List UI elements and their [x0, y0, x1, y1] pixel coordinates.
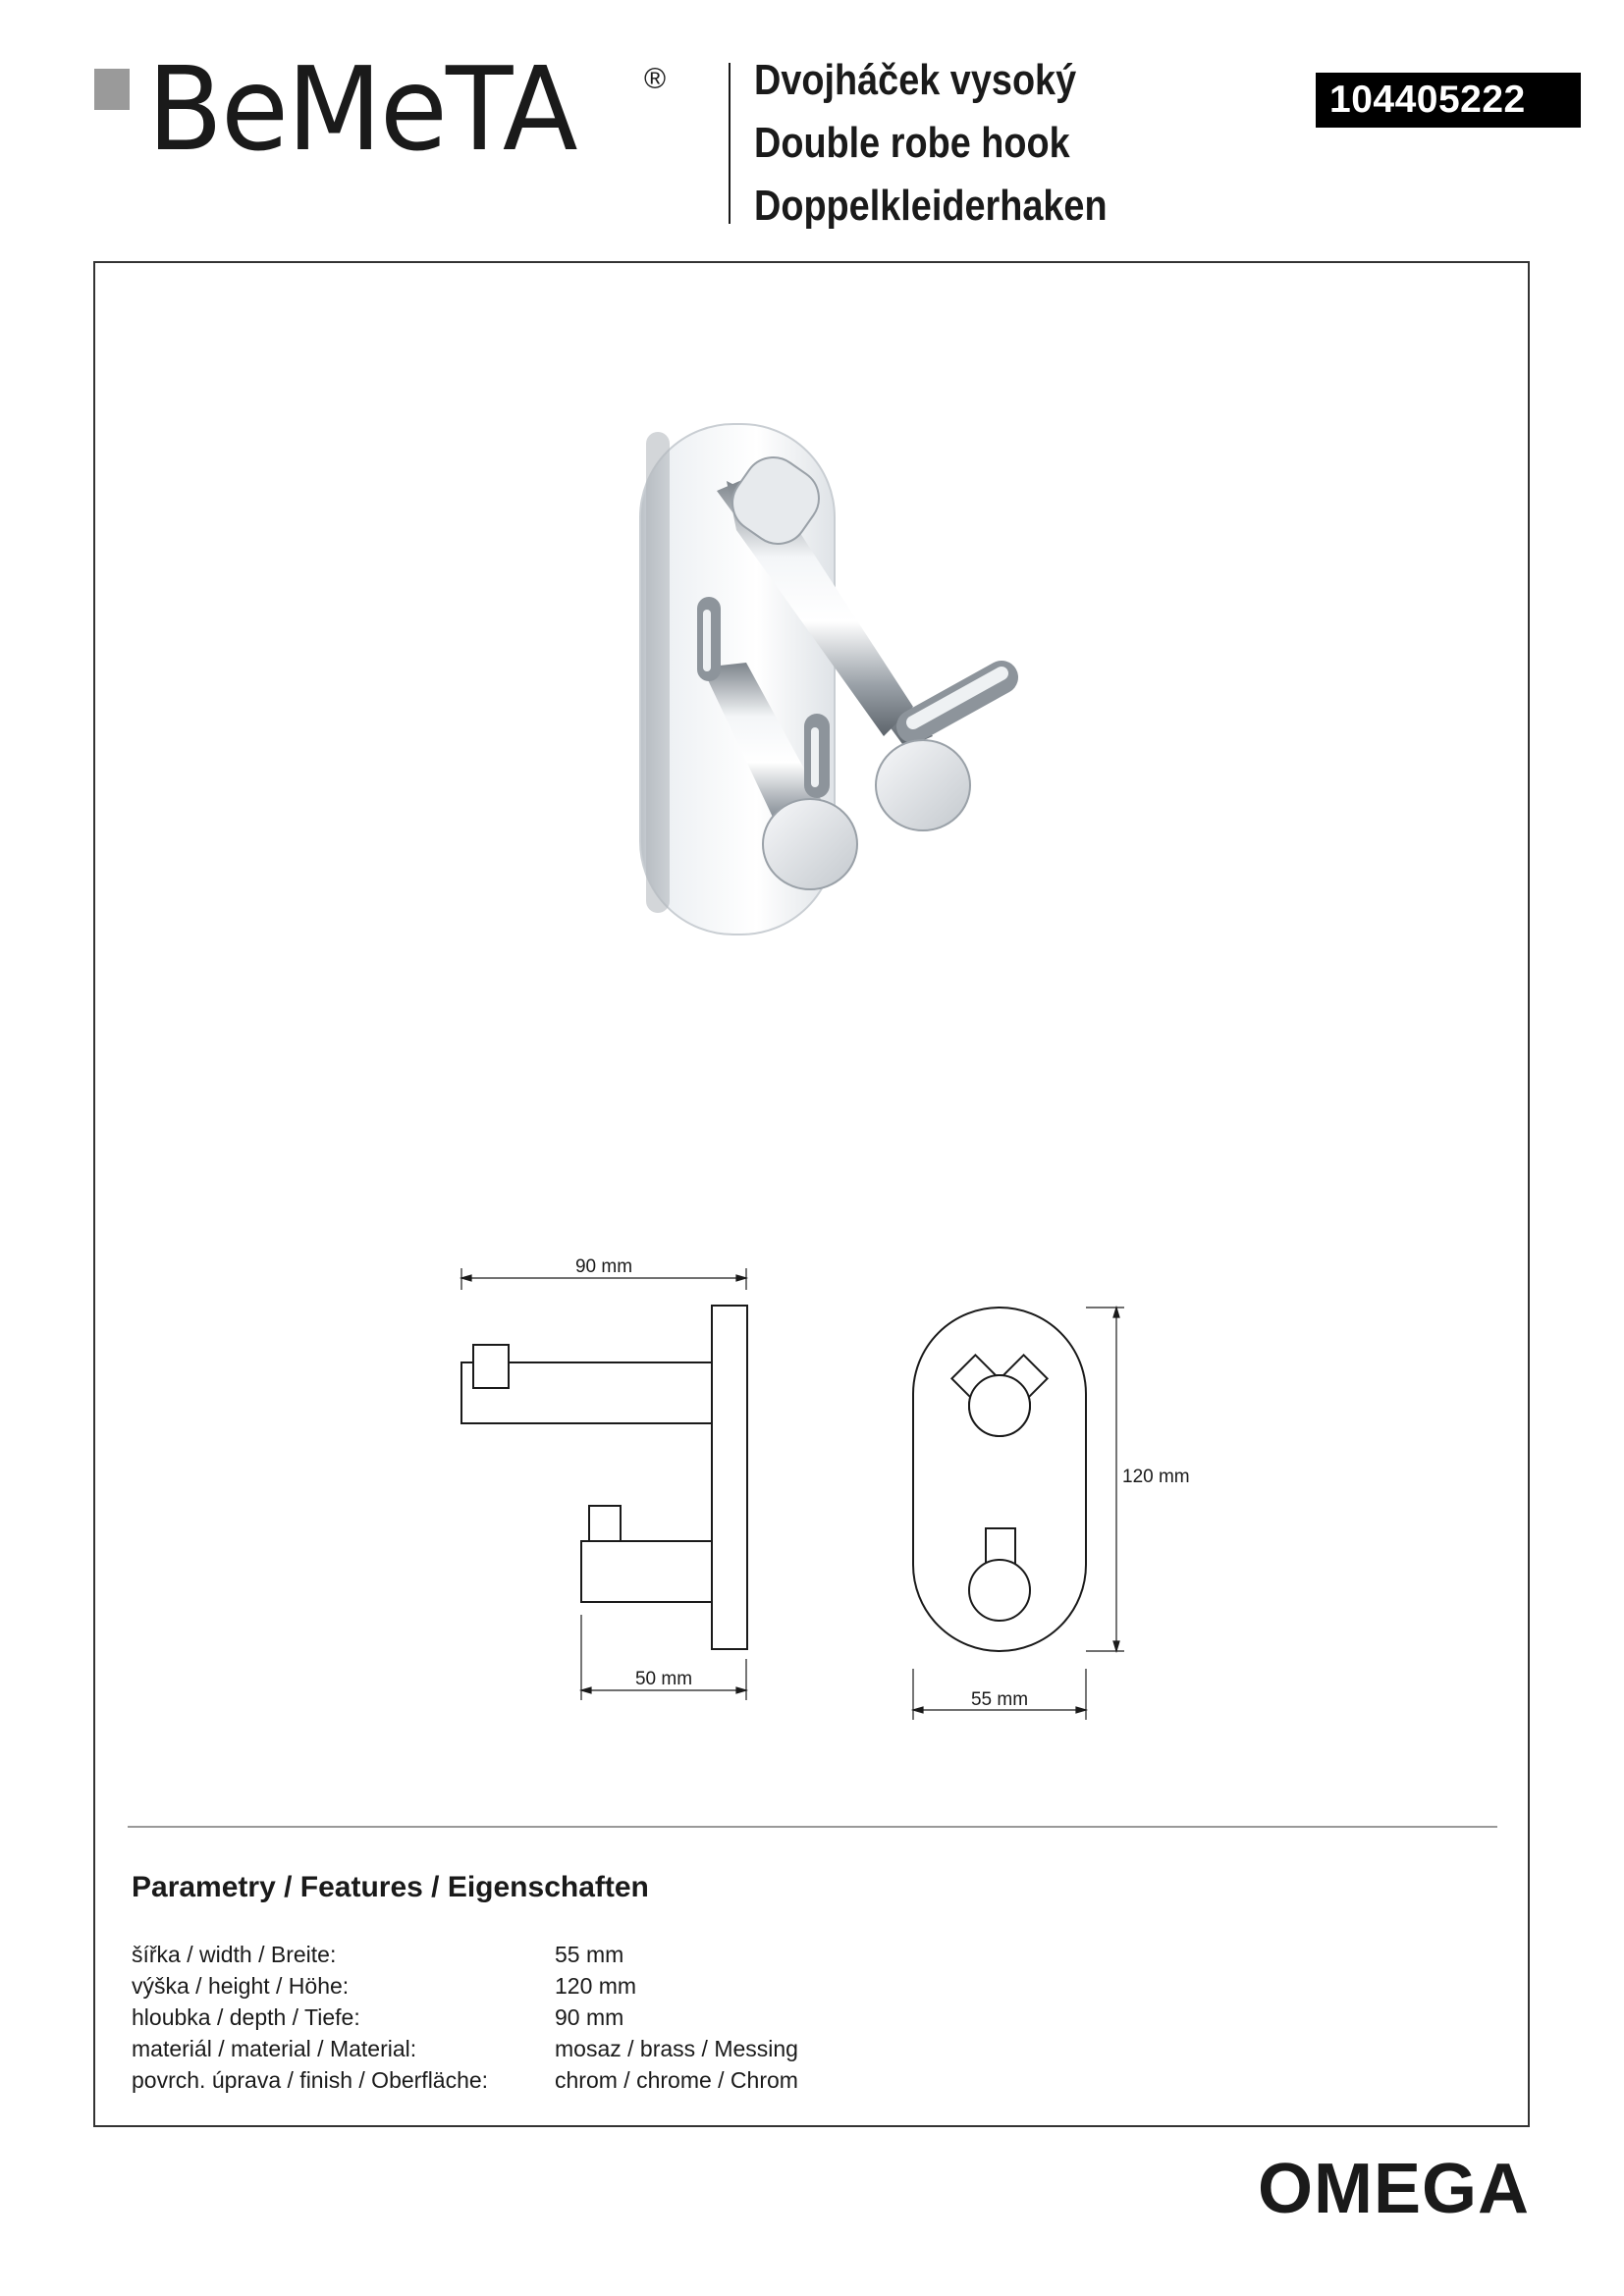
- dim-width-label: 55 mm: [970, 1689, 1029, 1710]
- dim-lower-hook-label: 50 mm: [634, 1669, 693, 1689]
- front-view: [913, 1308, 1086, 1651]
- feature-value-height: 120 mm: [555, 1973, 637, 1999]
- technical-drawing: [432, 1247, 1257, 1737]
- logo-square: [94, 69, 130, 110]
- feature-row: [132, 1939, 1113, 1970]
- feature-row: [132, 2002, 1113, 2033]
- dimension-lines: [461, 1268, 1124, 1720]
- feature-value-depth: 90 mm: [555, 2004, 624, 2030]
- side-view: [461, 1306, 747, 1649]
- feature-label-depth: hloubka / depth / Tiefe:: [132, 2004, 360, 2030]
- product-photo: [589, 412, 1178, 982]
- feature-row: [132, 2033, 1113, 2064]
- feature-label-material: materiál / material / Material:: [132, 2036, 417, 2061]
- header-separator: [729, 63, 731, 224]
- title-german: Doppelkleiderhaken: [754, 182, 1108, 230]
- feature-value-finish: chrom / chrome / Chrom: [555, 2067, 798, 2093]
- dim-height-label: 120 mm: [1122, 1467, 1190, 1487]
- title-english: Double robe hook: [754, 119, 1070, 167]
- feature-label-width: šířka / width / Breite:: [132, 1942, 337, 1967]
- series-name: OMEGA: [1257, 2150, 1530, 2228]
- dim-depth-label: 90 mm: [574, 1256, 633, 1277]
- registered-mark: ®: [644, 63, 667, 95]
- feature-label-finish: povrch. úprava / finish / Oberfläche:: [132, 2067, 489, 2093]
- title-czech: Dvojháček vysoký: [754, 56, 1077, 104]
- product-code: 104405222: [1316, 73, 1581, 128]
- brand-logo: BeMeTA: [147, 41, 576, 177]
- section-divider: [128, 1826, 1497, 1828]
- feature-row: [132, 1970, 1113, 2002]
- feature-row: [132, 2064, 1113, 2096]
- features-heading: Parametry / Features / Eigenschaften: [132, 1871, 649, 1903]
- feature-value-material: mosaz / brass / Messing: [555, 2036, 798, 2061]
- feature-value-width: 55 mm: [555, 1942, 624, 1967]
- feature-label-height: výška / height / Höhe:: [132, 1973, 350, 1999]
